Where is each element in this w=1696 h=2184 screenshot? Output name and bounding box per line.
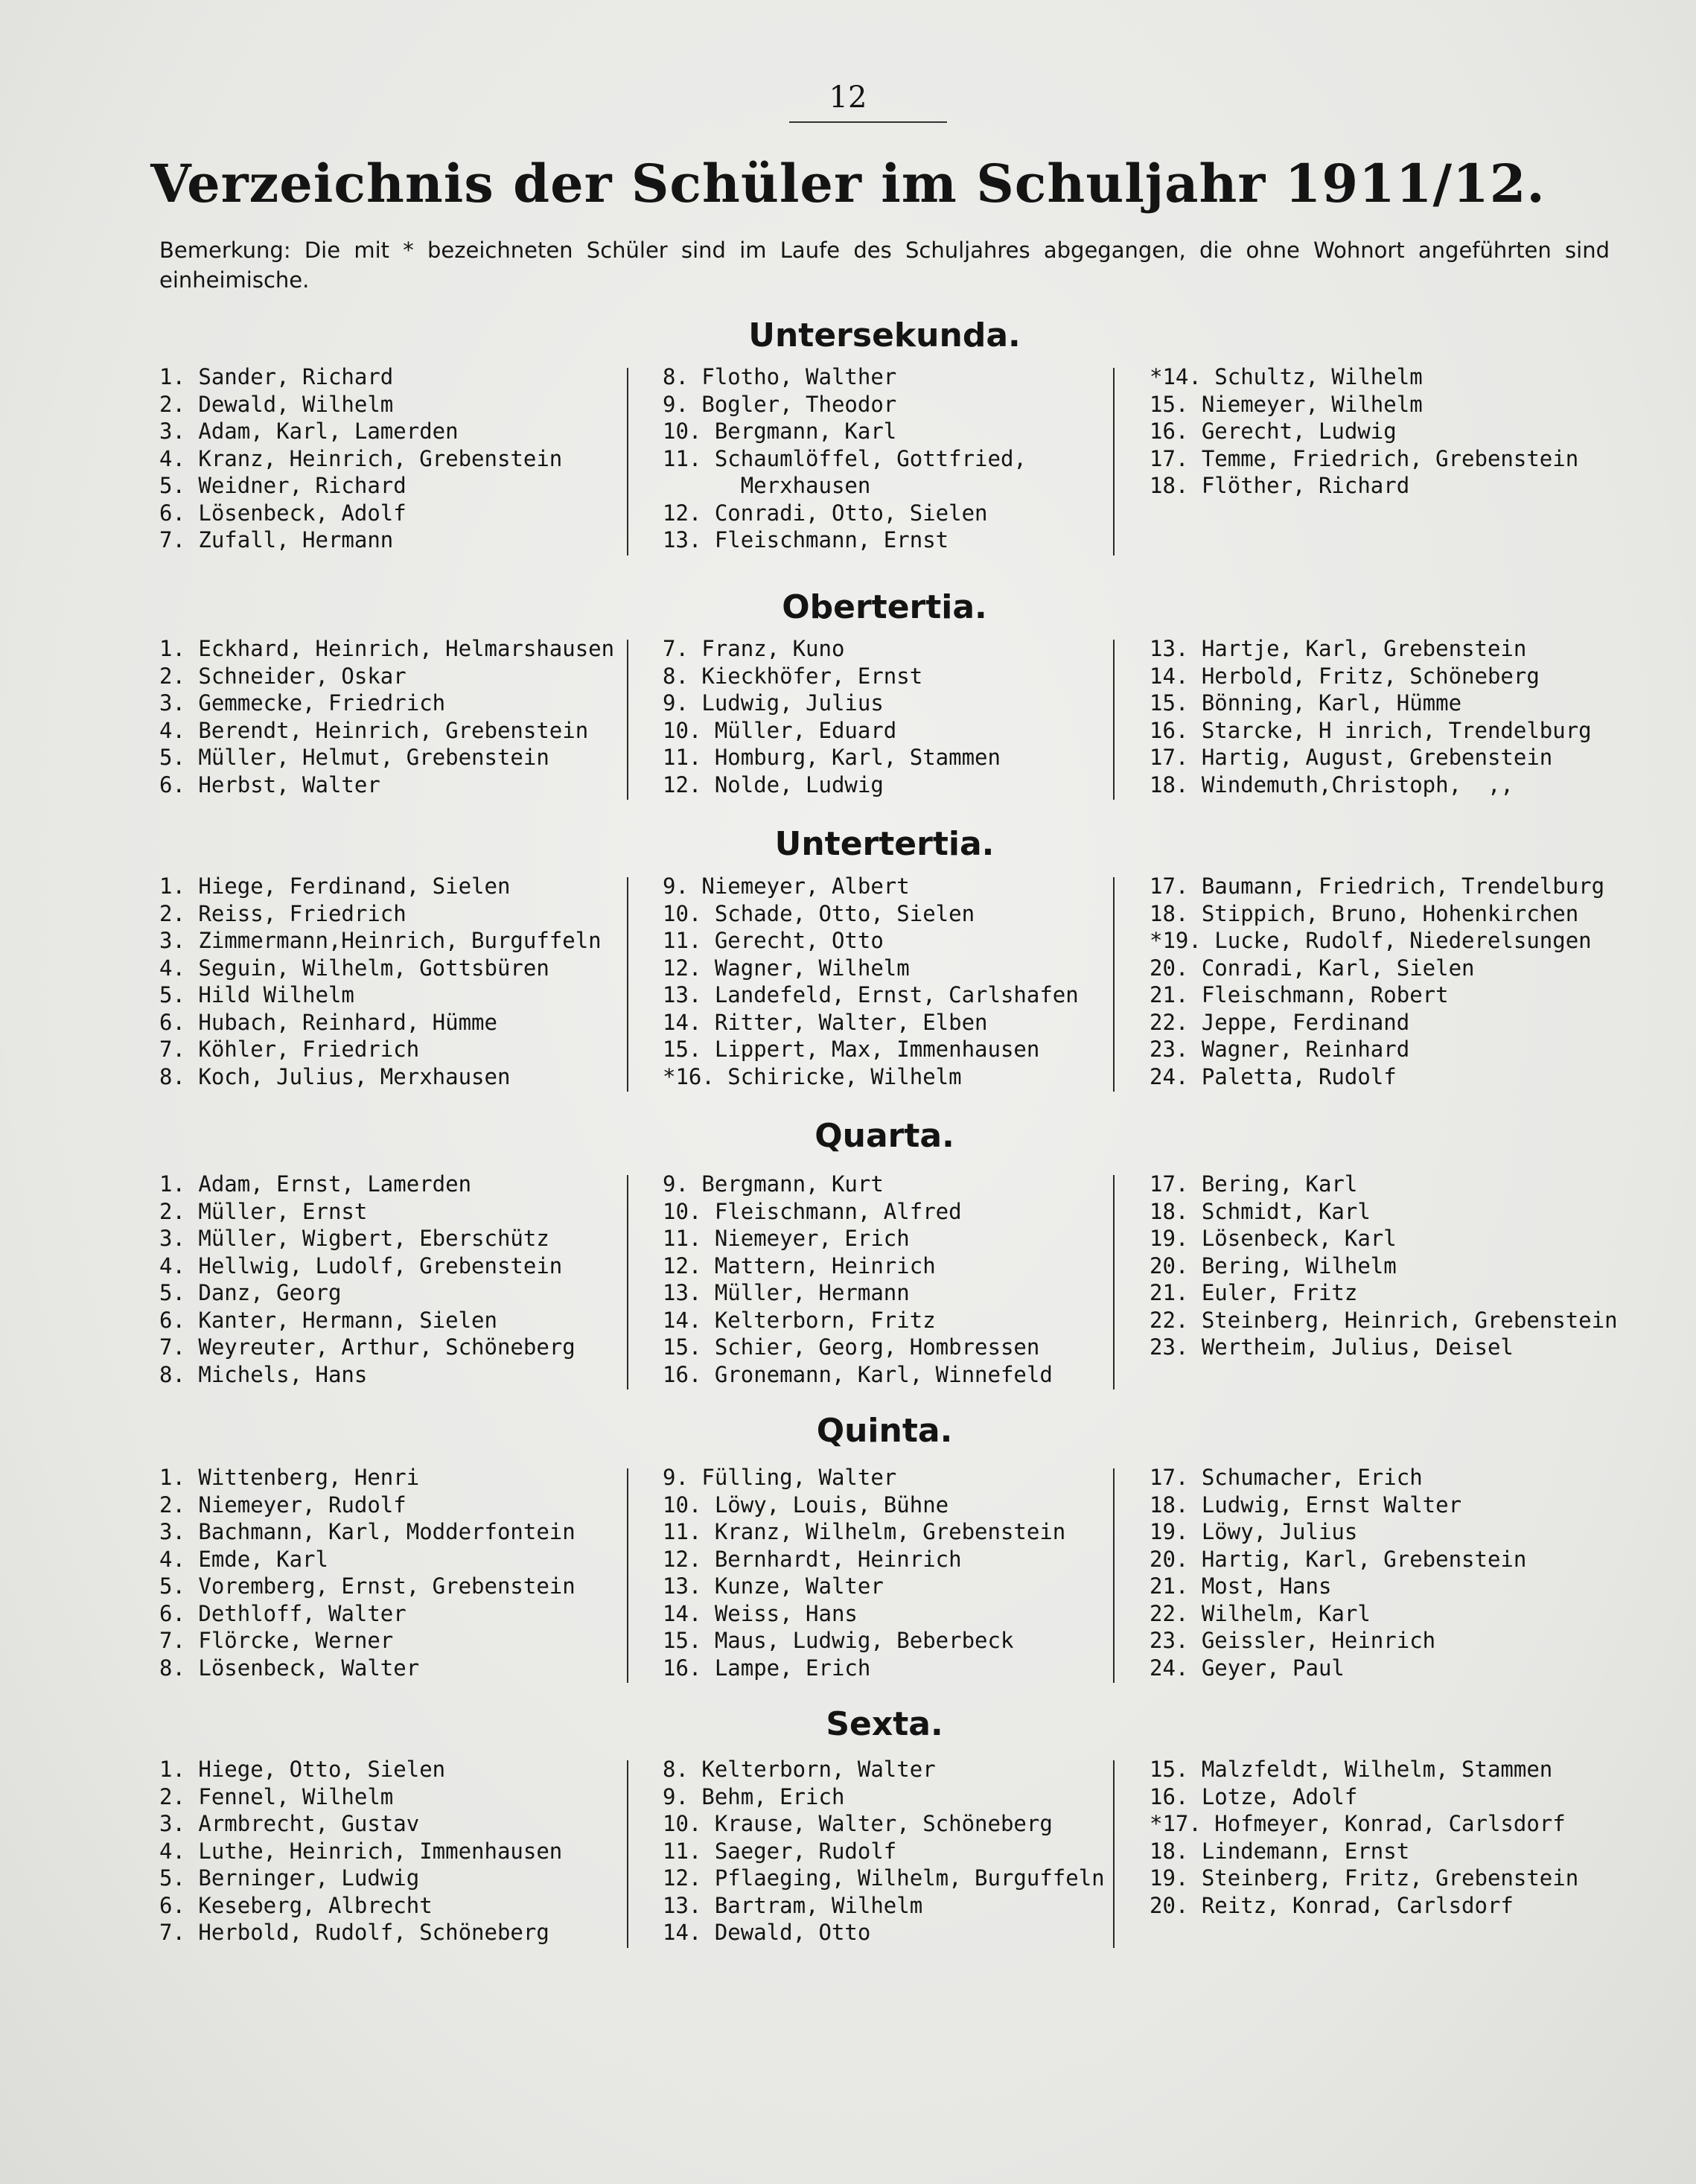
student-entry: 18. Flöther, Richard	[1150, 473, 1410, 498]
page-number-rule	[789, 121, 947, 123]
student-entry: 10. Fleischmann, Alfred	[663, 1198, 962, 1224]
student-entry: 11. Homburg, Karl, Stammen	[663, 745, 1001, 770]
student-entry: 3. Adam, Karl, Lamerden	[159, 418, 459, 444]
student-entry: 3. Müller, Wigbert, Eberschütz	[159, 1226, 549, 1251]
student-entry: 14. Ritter, Walter, Elben	[663, 1009, 988, 1035]
student-column	[1150, 1756, 1578, 1919]
student-entry: 10. Krause, Walter, Schöneberg	[663, 1811, 1053, 1836]
student-entry: 6. Lösenbeck, Adolf	[159, 500, 407, 526]
student-column	[663, 1171, 1053, 1388]
student-entry: 21. Fleischmann, Robert	[1150, 982, 1449, 1007]
student-entry: 4. Luthe, Heinrich, Immenhausen	[159, 1838, 563, 1864]
student-entry: 23. Wertheim, Julius, Deisel	[1150, 1334, 1514, 1360]
student-entry: 14. Dewald, Otto	[663, 1920, 871, 1945]
student-entry: 9. Bergmann, Kurt	[663, 1171, 884, 1197]
class-title: Quarta.	[814, 1117, 954, 1155]
student-entry: 11. Schaumlöffel, Gottfried,	[663, 445, 1027, 471]
student-entry: 14. Kelterborn, Fritz	[663, 1307, 936, 1333]
student-column	[663, 363, 1027, 554]
student-entry: 4. Kranz, Heinrich, Grebenstein	[159, 445, 563, 471]
student-entry: 21. Most, Hans	[1150, 1573, 1332, 1599]
student-entry: 16. Lampe, Erich	[663, 1655, 871, 1681]
column-divider	[627, 640, 628, 800]
student-entry: 20. Bering, Wilhelm	[1150, 1252, 1397, 1279]
student-entry: 14. Herbold, Fritz, Schöneberg	[1150, 663, 1540, 689]
remark-paragraph: Bemerkung: Die mit * bezeichneten Schüler sind im Laufe des Schuljahres abgegangen, die ohne Wohnort angeführten sind einheimische.	[159, 238, 1610, 293]
student-entry: 19. Löwy, Julius	[1150, 1519, 1358, 1544]
column-divider	[627, 368, 628, 555]
student-entry: 16. Gerecht, Ludwig	[1150, 418, 1397, 444]
student-entry: 5. Danz, Georg	[159, 1280, 342, 1305]
student-entry: 4. Hellwig, Ludolf, Grebenstein	[159, 1252, 563, 1279]
page-number: 12	[829, 80, 867, 115]
student-entry: 19. Lösenbeck, Karl	[1150, 1226, 1397, 1251]
student-entry: 7. Zufall, Hermann	[159, 527, 394, 553]
class-title: Obertertia.	[782, 588, 987, 626]
student-entry: 18. Windemuth,Christoph, ,,	[1150, 771, 1514, 797]
column-divider	[1113, 368, 1115, 555]
student-entry: 3. Zimmermann,Heinrich, Burguffeln	[159, 928, 602, 953]
student-entry: 24. Paletta, Rudolf	[1150, 1063, 1397, 1089]
student-entry: 7. Köhler, Friedrich	[159, 1037, 420, 1062]
student-entry: 20. Reitz, Konrad, Carlsdorf	[1150, 1892, 1514, 1918]
student-entry: 4. Seguin, Wilhelm, Gottsbüren	[159, 955, 549, 981]
student-column	[1150, 1464, 1526, 1681]
student-entry: 13. Hartje, Karl, Grebenstein	[1150, 636, 1527, 661]
student-entry: 23. Wagner, Reinhard	[1150, 1037, 1410, 1062]
student-column	[159, 363, 562, 554]
student-entry: 1. Wittenberg, Henri	[159, 1465, 420, 1490]
student-entry: 5. Hild Wilhelm	[159, 982, 354, 1007]
student-entry: 10. Bergmann, Karl	[663, 418, 897, 444]
student-entry: 2. Dewald, Wilhelm	[159, 391, 394, 417]
student-entry: 7. Weyreuter, Arthur, Schöneberg	[159, 1334, 576, 1360]
column-divider	[627, 1760, 628, 1948]
student-entry: *19. Lucke, Rudolf, Niederelsungen	[1150, 928, 1592, 953]
student-entry: 3. Gemmecke, Friedrich	[159, 690, 446, 716]
student-entry: 6. Kanter, Hermann, Sielen	[159, 1307, 497, 1333]
student-entry: 13. Kunze, Walter	[663, 1573, 884, 1599]
student-column	[159, 1464, 576, 1681]
student-entry: 18. Ludwig, Ernst Walter	[1150, 1491, 1462, 1518]
student-entry: 17. Hartig, August, Grebenstein	[1150, 745, 1553, 770]
student-entry: Merxhausen	[663, 473, 871, 498]
student-entry: 1. Sander, Richard	[159, 364, 394, 389]
student-column	[663, 1464, 1065, 1681]
column-divider	[627, 877, 628, 1092]
student-entry: 10. Müller, Eduard	[663, 717, 897, 743]
student-entry: 13. Bartram, Wilhelm	[663, 1892, 923, 1918]
class-title: Untertertia.	[774, 825, 995, 863]
page-title: Verzeichnis der Schüler im Schuljahr 1911/12.	[150, 153, 1546, 214]
student-entry: 2. Reiss, Friedrich	[159, 900, 407, 926]
student-entry: 15. Maus, Ludwig, Beberbeck	[663, 1628, 1014, 1653]
student-entry: 6. Dethloff, Walter	[159, 1600, 407, 1626]
student-entry: 9. Ludwig, Julius	[663, 690, 884, 716]
column-divider	[1113, 1175, 1115, 1389]
student-entry: 6. Keseberg, Albrecht	[159, 1892, 433, 1918]
student-entry: 2. Fennel, Wilhelm	[159, 1783, 394, 1809]
student-entry: 5. Müller, Helmut, Grebenstein	[159, 745, 549, 770]
student-entry: 3. Bachmann, Karl, Modderfontein	[159, 1519, 576, 1544]
student-entry: 5. Weidner, Richard	[159, 473, 407, 498]
student-entry: 2. Niemeyer, Rudolf	[159, 1491, 407, 1518]
student-entry: 5. Berninger, Ludwig	[159, 1865, 420, 1891]
student-entry: 15. Bönning, Karl, Hümme	[1150, 690, 1462, 716]
student-entry: 8. Kelterborn, Walter	[663, 1757, 936, 1782]
student-entry: 20. Conradi, Karl, Sielen	[1150, 955, 1475, 981]
student-entry: 16. Starcke, H inrich, Trendelburg	[1150, 717, 1592, 743]
student-entry: 12. Pflaeging, Wilhelm, Burguffeln	[663, 1865, 1105, 1891]
student-entry: 9. Niemeyer, Albert	[663, 873, 910, 899]
student-entry: 3. Armbrecht, Gustav	[159, 1811, 420, 1836]
student-entry: 21. Euler, Fritz	[1150, 1280, 1358, 1305]
class-title: Sexta.	[826, 1705, 943, 1743]
column-divider	[1113, 1760, 1115, 1948]
student-column	[1150, 1171, 1618, 1361]
student-entry: 11. Niemeyer, Erich	[663, 1226, 910, 1251]
column-divider	[627, 1175, 628, 1389]
student-entry: 11. Saeger, Rudolf	[663, 1838, 897, 1864]
column-divider	[1113, 877, 1115, 1092]
student-entry: 12. Nolde, Ludwig	[663, 771, 884, 797]
student-entry: 17. Schumacher, Erich	[1150, 1465, 1423, 1490]
student-entry: 13. Fleischmann, Ernst	[663, 527, 949, 553]
class-title: Quinta.	[816, 1412, 953, 1450]
student-entry: 8. Kieckhöfer, Ernst	[663, 663, 923, 689]
student-entry: 18. Stippich, Bruno, Hohenkirchen	[1150, 900, 1579, 926]
student-column	[159, 1756, 562, 1946]
student-entry: 20. Hartig, Karl, Grebenstein	[1150, 1546, 1527, 1572]
student-entry: 1. Adam, Ernst, Lamerden	[159, 1171, 472, 1197]
column-divider	[1113, 640, 1115, 800]
student-entry: 4. Emde, Karl	[159, 1546, 328, 1572]
student-entry: 2. Schneider, Oskar	[159, 663, 407, 689]
student-entry: 18. Schmidt, Karl	[1150, 1198, 1371, 1224]
student-entry: 16. Lotze, Adolf	[1150, 1783, 1358, 1809]
student-entry: 17. Temme, Friedrich, Grebenstein	[1150, 445, 1579, 471]
class-title: Untersekunda.	[748, 316, 1021, 354]
student-column	[663, 1756, 1105, 1946]
student-column	[159, 1171, 576, 1388]
student-entry: 8. Flotho, Walther	[663, 364, 897, 389]
student-entry: 12. Mattern, Heinrich	[663, 1252, 936, 1279]
student-entry: 7. Flörcke, Werner	[159, 1628, 394, 1653]
column-divider	[1113, 1468, 1115, 1683]
student-entry: 1. Hiege, Otto, Sielen	[159, 1757, 446, 1782]
student-entry: 10. Löwy, Louis, Bühne	[663, 1491, 949, 1518]
student-entry: 15. Schier, Georg, Hombressen	[663, 1334, 1040, 1360]
student-entry: 13. Müller, Hermann	[663, 1280, 910, 1305]
student-entry: 5. Voremberg, Ernst, Grebenstein	[159, 1573, 576, 1599]
student-entry: *16. Schiricke, Wilhelm	[663, 1063, 962, 1089]
student-entry: 15. Malzfeldt, Wilhelm, Stammen	[1150, 1757, 1553, 1782]
student-entry: 4. Berendt, Heinrich, Grebenstein	[159, 717, 589, 743]
student-entry: 12. Conradi, Otto, Sielen	[663, 500, 988, 526]
student-entry: 14. Weiss, Hans	[663, 1600, 858, 1626]
student-entry: 17. Bering, Karl	[1150, 1171, 1358, 1197]
student-entry: 23. Geissler, Heinrich	[1150, 1628, 1436, 1653]
student-entry: 9. Bogler, Theodor	[663, 391, 897, 417]
student-entry: 11. Kranz, Wilhelm, Grebenstein	[663, 1519, 1066, 1544]
student-column	[1150, 635, 1592, 798]
student-column	[1150, 363, 1578, 500]
student-entry: 8. Lösenbeck, Walter	[159, 1655, 420, 1681]
student-entry: 1. Hiege, Ferdinand, Sielen	[159, 873, 511, 899]
student-entry: 8. Michels, Hans	[159, 1361, 368, 1387]
student-entry: 24. Geyer, Paul	[1150, 1655, 1345, 1681]
column-divider	[627, 1468, 628, 1683]
student-column	[159, 873, 602, 1090]
student-entry: 6. Herbst, Walter	[159, 771, 380, 797]
student-entry: 8. Koch, Julius, Merxhausen	[159, 1063, 511, 1089]
student-entry: 7. Franz, Kuno	[663, 636, 845, 661]
student-entry: 6. Hubach, Reinhard, Hümme	[159, 1009, 497, 1035]
student-column	[663, 635, 1001, 798]
student-entry: *14. Schultz, Wilhelm	[1150, 364, 1423, 389]
student-entry: 2. Müller, Ernst	[159, 1198, 368, 1224]
student-entry: 7. Herbold, Rudolf, Schöneberg	[159, 1920, 549, 1945]
student-entry: 18. Lindemann, Ernst	[1150, 1838, 1410, 1864]
student-entry: 19. Steinberg, Fritz, Grebenstein	[1150, 1865, 1579, 1891]
student-entry: 10. Schade, Otto, Sielen	[663, 900, 975, 926]
student-entry: 13. Landefeld, Ernst, Carlshafen	[663, 982, 1079, 1007]
student-column	[159, 635, 614, 798]
student-entry: 11. Gerecht, Otto	[663, 928, 884, 953]
student-entry: 12. Bernhardt, Heinrich	[663, 1546, 962, 1572]
student-column	[663, 873, 1079, 1090]
student-column	[1150, 873, 1604, 1090]
student-entry: 22. Jeppe, Ferdinand	[1150, 1009, 1410, 1035]
student-entry: 9. Behm, Erich	[663, 1783, 845, 1809]
student-entry: 16. Gronemann, Karl, Winnefeld	[663, 1361, 1053, 1387]
student-entry: *17. Hofmeyer, Konrad, Carlsdorf	[1150, 1811, 1566, 1836]
student-entry: 17. Baumann, Friedrich, Trendelburg	[1150, 873, 1605, 899]
student-entry: 22. Steinberg, Heinrich, Grebenstein	[1150, 1307, 1618, 1333]
student-entry: 9. Fülling, Walter	[663, 1465, 897, 1490]
student-entry: 12. Wagner, Wilhelm	[663, 955, 910, 981]
student-entry: 15. Niemeyer, Wilhelm	[1150, 391, 1423, 417]
student-entry: 22. Wilhelm, Karl	[1150, 1600, 1371, 1626]
student-entry: 15. Lippert, Max, Immenhausen	[663, 1037, 1040, 1062]
student-entry: 1. Eckhard, Heinrich, Helmarshausen	[159, 636, 615, 661]
